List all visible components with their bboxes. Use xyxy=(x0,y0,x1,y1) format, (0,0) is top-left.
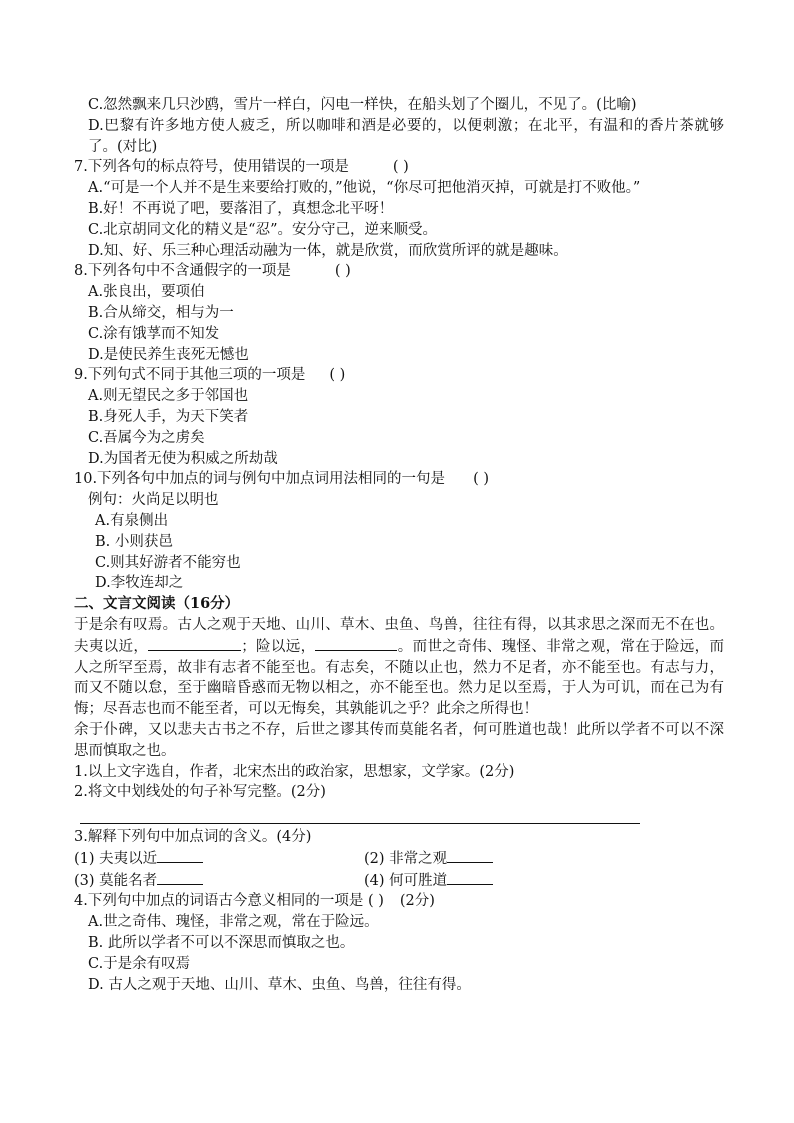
exam-page xyxy=(74,95,724,995)
q9-option-a: A.则无望民之多于邻国也 xyxy=(88,388,249,405)
fill-blank[interactable] xyxy=(148,636,241,651)
q7-option-a: A.“可是一个人并不是生来要给打败的，”他说，“你尽可把他消灭掉，可就是打不败他。” xyxy=(88,180,641,197)
sub-question-4: 4.下列句中加点的词语古今意义相同的一项是 ( ) (2分) xyxy=(74,893,435,910)
answer-paren: ( ) xyxy=(473,471,489,488)
sub-question-3-row-1: (1) 夫夷以近 (2) 非常之观 xyxy=(74,848,724,870)
sq4-option-a: A.世之奇伟、瑰怪，非常之观，常在于险远。 xyxy=(88,914,379,931)
sq4-option-c: C.于是余有叹焉 xyxy=(88,955,191,972)
q10-option-a: A.有泉侧出 xyxy=(95,512,169,529)
q8-option-d: D.是使民养生丧死无憾也 xyxy=(88,346,249,363)
q10-example: 例句：火尚足以明也 xyxy=(88,492,219,509)
q6-option-c: C.忽然飘来几只沙鸥，雪片一样白，闪电一样快，在船头划了个圈儿，不见了。(比喻) xyxy=(88,97,637,113)
q8-option-a: A.张良出，要项伯 xyxy=(88,284,205,301)
q10-option-b: B. 小则获邑 xyxy=(95,533,173,550)
fill-blank[interactable] xyxy=(157,870,203,885)
sub-question-3-row-2: (3) 莫能名者 (4) 何可胜道 xyxy=(74,870,724,892)
q10-option-c: C.则其好游者不能穷也 xyxy=(95,554,241,571)
q8-stem: 8.下列各句中不含通假字的一项是 ( ) xyxy=(74,263,351,280)
q10-stem: 10.下列各句中加点的词与例句中加点词用法相同的一句是 ( ) xyxy=(74,471,489,488)
passage-paragraph-2: 余于仆碑，又以悲夫古书之不存，后世之谬其传而莫能名者，何可胜道也哉！此所以学者不可以不深思而慎取之也。 xyxy=(74,721,724,759)
q7-option-d: D.知、好、乐三种心理活动融为一体，就是欣赏，而欣赏所评的就是趣味。 xyxy=(88,242,568,259)
fill-blank[interactable] xyxy=(447,848,493,863)
q9-option-d: D.为国者无使为积威之所劫哉 xyxy=(88,450,278,467)
sub-question-3: 3.解释下列句中加点词的含义。(4分) xyxy=(74,829,312,846)
section-2-heading: 二、文言文阅读（16分） xyxy=(74,595,240,613)
sub-question-2: 2.将文中划线处的句子补写完整。(2分) xyxy=(74,784,326,801)
fill-blank[interactable] xyxy=(315,636,397,651)
q7-stem: 7.下列各句的标点符号，使用错误的一项是 ( ) xyxy=(74,159,409,176)
answer-paren: ( ) xyxy=(329,367,346,384)
q7-option-c: C.北京胡同文化的精义是“忍”。安分守己，逆来顺受。 xyxy=(88,221,438,238)
q8-option-b: B.合从缔交，相与为一 xyxy=(88,304,234,321)
fill-blank[interactable] xyxy=(157,848,203,863)
answer-paren: ( ) xyxy=(392,159,409,176)
q7-option-b: B.好！不再说了吧，要落泪了，真想念北平呀！ xyxy=(88,200,394,217)
q9-stem: 9.下列句式不同于其他三项的一项是 ( ) xyxy=(74,367,346,384)
fill-blank[interactable] xyxy=(447,870,493,885)
answer-paren: ( ) xyxy=(334,263,351,280)
q6-option-d: D.巴黎有许多地方使人疲乏，所以咖啡和酒是必要的，以便刺激；在北平，有温和的香片茶就够了。(对比) xyxy=(88,117,724,155)
q8-option-c: C.涂有饿莩而不知发 xyxy=(88,325,220,342)
sq4-option-b: B. 此所以学者不可以不深思而慎取之也。 xyxy=(88,935,355,952)
q10-option-d: D.李牧连却之 xyxy=(95,575,184,592)
sq4-option-d: D. 古人之观于天地、山川、草木、虫鱼、鸟兽，往往有得。 xyxy=(88,976,471,993)
sub-question-1: 1.以上文字选自，作者，北宋杰出的政治家，思想家，文学家。(2分) xyxy=(74,763,515,780)
q9-option-b: B.身死人手，为天下笑者 xyxy=(88,408,249,425)
q9-option-c: C.吾属今为之虏矣 xyxy=(88,429,205,446)
passage-paragraph-1: 于是余有叹焉。古人之观于天地、山川、草木、虫鱼、鸟兽，往往有得，以其求思之深而无不在也。夫夷以近， ；险以远， 。而世之奇伟、瑰怪、非常之观，常在于险远，而人之所罕至焉，故非有志者不能至也。有志矣，不随以止也，然力不足者，亦不能至也。有志与力，而又不随以怠，至于幽暗昏惑而无物以相之，亦不能至也。然力足以至焉，于人为可讥，而在己为有悔；尽吾志也而不能至者，可以无悔矣，其孰能讥之乎？此余之所得也！ xyxy=(74,616,724,718)
answer-line[interactable] xyxy=(80,803,640,824)
